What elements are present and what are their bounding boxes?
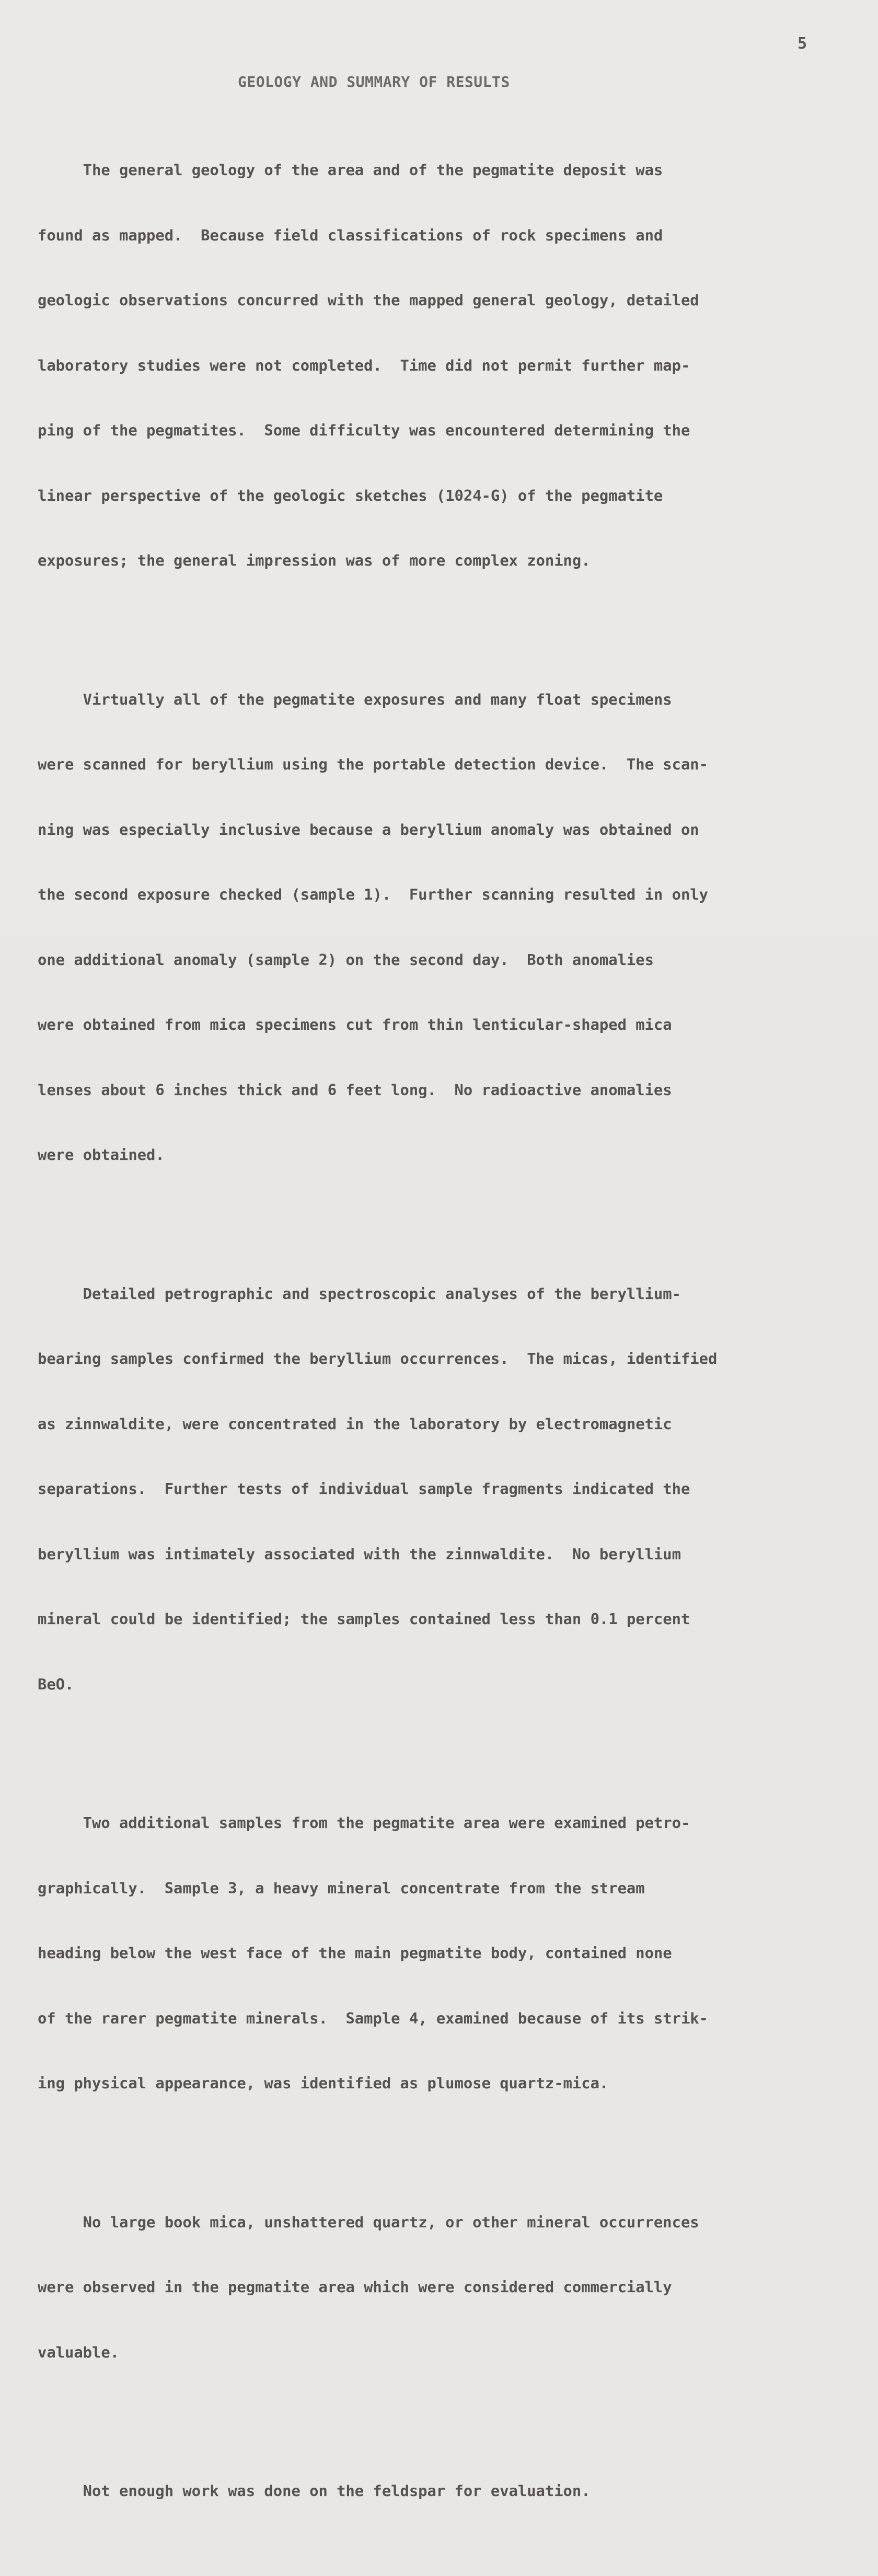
- text-line: No large book mica, unshattered quartz, or other mineral occurrences: [38, 2213, 699, 2231]
- section-title: GEOLOGY AND SUMMARY OF RESULTS: [238, 73, 510, 90]
- text-line: bearing samples confirmed the beryllium occurrences. The micas, identified: [38, 1350, 718, 1367]
- text-line: Detailed petrographic and spectroscopic analyses of the beryllium-: [38, 1284, 681, 1303]
- text-line: geologic observations concurred with the mapped general geology, detailed: [38, 291, 699, 309]
- text-line: lenses about 6 inches thick and 6 feet long. No radioactive anomalies: [38, 1080, 672, 1099]
- text-line: found as mapped. Because field classifications of rock specimens and: [38, 226, 663, 244]
- paragraph-feldspar: [38, 2437, 853, 2546]
- text-line: separations. Further tests of individual sample fragments indicated the: [38, 1480, 690, 1498]
- text-line: BeO.: [38, 1675, 74, 1693]
- text-line: were obtained from mica specimens cut from thin lenticular-shaped mica: [38, 1016, 672, 1033]
- text-line: The general geology of the area and of the pegmatite deposit was: [38, 161, 663, 179]
- text-line: the second exposure checked (sample 1). Further scanning resulted in only: [38, 886, 708, 903]
- text-line: mineral could be identified; the samples contained less than 0.1 percent: [38, 1610, 690, 1628]
- paragraph-scanning: [38, 646, 853, 1210]
- text-line: Two additional samples from the pegmatite area were examined petro-: [38, 1814, 690, 1832]
- text-line: ing physical appearance, was identified as plumose quartz-mica.: [38, 2074, 609, 2092]
- paragraph-analyses: [38, 1240, 853, 1739]
- page-number: 5: [798, 34, 807, 53]
- text-line: Not enough work was done on the feldspar for evaluation.: [38, 2482, 591, 2500]
- paragraph-geology: [38, 116, 853, 615]
- text-line: one additional anomaly (sample 2) on the second day. Both anomalies: [38, 950, 654, 969]
- paragraph-additional-samples: [38, 1769, 853, 2138]
- text-line: as zinnwaldite, were concentrated in the laboratory by electromagnetic: [38, 1414, 672, 1433]
- text-line: exposures; the general impression was of more complex zoning.: [38, 551, 591, 569]
- text-line: linear perspective of the geologic sketches (1024-G) of the pegmatite: [38, 486, 663, 504]
- paragraph-commercial-value: [38, 2168, 853, 2407]
- text-line: of the rarer pegmatite minerals. Sample 4, examined because of its strik-: [38, 2009, 708, 2027]
- text-line: beryllium was intimately associated with the zinnwaldite. No beryllium: [38, 1545, 681, 1563]
- text-line: valuable.: [38, 2343, 120, 2361]
- document-body: [38, 116, 853, 2576]
- text-line: graphically. Sample 3, a heavy mineral concentrate from the stream: [38, 1879, 645, 1897]
- text-line: were obtained.: [38, 1146, 165, 1164]
- text-line: ping of the pegmatites. Some difficulty was encountered determining the: [38, 421, 690, 439]
- text-line: heading below the west face of the main pegmatite body, contained none: [38, 1944, 672, 1962]
- text-line: Virtually all of the pegmatite exposures and many float specimens: [38, 690, 672, 708]
- text-line: laboratory studies were not completed. Time did not permit further map-: [38, 356, 690, 374]
- text-line: were scanned for beryllium using the portable detection device. The scan-: [38, 755, 708, 773]
- text-line: ning was especially inclusive because a beryllium anomaly was obtained on: [38, 820, 699, 838]
- text-line: were observed in the pegmatite area which were considered commercially: [38, 2278, 672, 2296]
